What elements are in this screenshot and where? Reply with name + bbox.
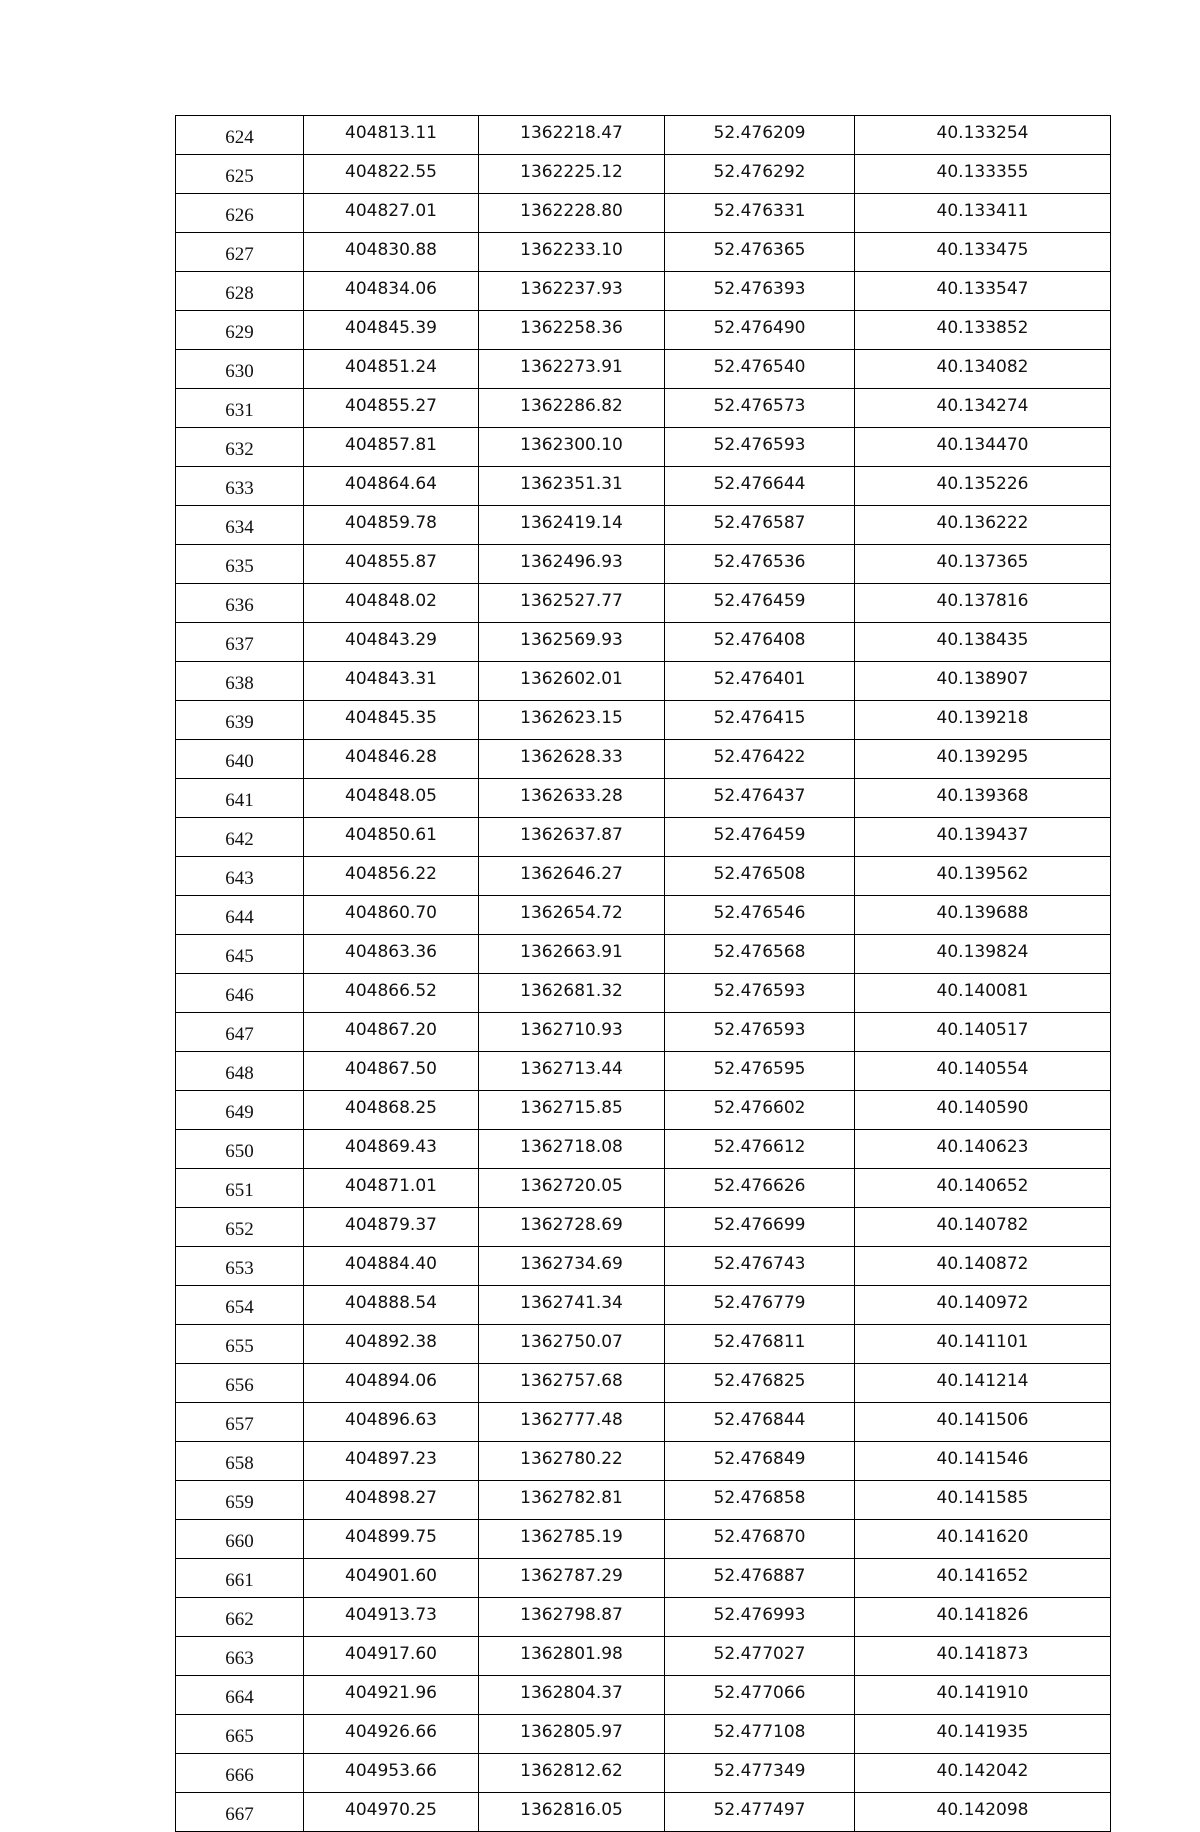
y-coordinate-cell: 1362728.69 xyxy=(479,1208,665,1247)
y-coordinate-cell: 1362757.68 xyxy=(479,1364,665,1403)
longitude-cell: 40.140782 xyxy=(855,1208,1111,1247)
point-number-cell: 636 xyxy=(176,584,304,623)
longitude-cell: 40.140652 xyxy=(855,1169,1111,1208)
table-row xyxy=(176,1325,1111,1364)
point-number-cell: 626 xyxy=(176,194,304,233)
latitude-cell: 52.476401 xyxy=(665,662,855,701)
longitude-cell: 40.140972 xyxy=(855,1286,1111,1325)
table-row xyxy=(176,1013,1111,1052)
table-row xyxy=(176,1559,1111,1598)
y-coordinate-cell: 1362646.27 xyxy=(479,857,665,896)
table-row xyxy=(176,623,1111,662)
point-number-cell: 631 xyxy=(176,389,304,428)
x-coordinate-cell: 404859.78 xyxy=(304,506,479,545)
x-coordinate-cell: 404856.22 xyxy=(304,857,479,896)
y-coordinate-cell: 1362225.12 xyxy=(479,155,665,194)
y-coordinate-cell: 1362785.19 xyxy=(479,1520,665,1559)
latitude-cell: 52.476593 xyxy=(665,1013,855,1052)
y-coordinate-cell: 1362713.44 xyxy=(479,1052,665,1091)
point-number-cell: 632 xyxy=(176,428,304,467)
y-coordinate-cell: 1362787.29 xyxy=(479,1559,665,1598)
table-row xyxy=(176,584,1111,623)
latitude-cell: 52.476459 xyxy=(665,584,855,623)
x-coordinate-cell: 404857.81 xyxy=(304,428,479,467)
longitude-cell: 40.142042 xyxy=(855,1754,1111,1793)
longitude-cell: 40.141935 xyxy=(855,1715,1111,1754)
x-coordinate-cell: 404867.50 xyxy=(304,1052,479,1091)
latitude-cell: 52.476644 xyxy=(665,467,855,506)
table-row xyxy=(176,1754,1111,1793)
longitude-cell: 40.140081 xyxy=(855,974,1111,1013)
longitude-cell: 40.141826 xyxy=(855,1598,1111,1637)
longitude-cell: 40.140554 xyxy=(855,1052,1111,1091)
x-coordinate-cell: 404827.01 xyxy=(304,194,479,233)
y-coordinate-cell: 1362710.93 xyxy=(479,1013,665,1052)
table-row xyxy=(176,1091,1111,1130)
latitude-cell: 52.476858 xyxy=(665,1481,855,1520)
x-coordinate-cell: 404913.73 xyxy=(304,1598,479,1637)
y-coordinate-cell: 1362419.14 xyxy=(479,506,665,545)
point-number-cell: 641 xyxy=(176,779,304,818)
y-coordinate-cell: 1362715.85 xyxy=(479,1091,665,1130)
y-coordinate-cell: 1362628.33 xyxy=(479,740,665,779)
table-row xyxy=(176,389,1111,428)
table-row xyxy=(176,1637,1111,1676)
y-coordinate-cell: 1362780.22 xyxy=(479,1442,665,1481)
x-coordinate-cell: 404855.87 xyxy=(304,545,479,584)
longitude-cell: 40.140590 xyxy=(855,1091,1111,1130)
longitude-cell: 40.140517 xyxy=(855,1013,1111,1052)
table-row xyxy=(176,662,1111,701)
latitude-cell: 52.476602 xyxy=(665,1091,855,1130)
y-coordinate-cell: 1362351.31 xyxy=(479,467,665,506)
x-coordinate-cell: 404866.52 xyxy=(304,974,479,1013)
longitude-cell: 40.137816 xyxy=(855,584,1111,623)
point-number-cell: 645 xyxy=(176,935,304,974)
table-row xyxy=(176,1481,1111,1520)
latitude-cell: 52.476422 xyxy=(665,740,855,779)
point-number-cell: 637 xyxy=(176,623,304,662)
x-coordinate-cell: 404868.25 xyxy=(304,1091,479,1130)
latitude-cell: 52.476699 xyxy=(665,1208,855,1247)
table-row xyxy=(176,194,1111,233)
y-coordinate-cell: 1362602.01 xyxy=(479,662,665,701)
longitude-cell: 40.142098 xyxy=(855,1793,1111,1832)
x-coordinate-cell: 404855.27 xyxy=(304,389,479,428)
longitude-cell: 40.141873 xyxy=(855,1637,1111,1676)
table-row xyxy=(176,1598,1111,1637)
x-coordinate-cell: 404830.88 xyxy=(304,233,479,272)
longitude-cell: 40.134470 xyxy=(855,428,1111,467)
point-number-cell: 653 xyxy=(176,1247,304,1286)
table-row xyxy=(176,740,1111,779)
latitude-cell: 52.476292 xyxy=(665,155,855,194)
longitude-cell: 40.139368 xyxy=(855,779,1111,818)
longitude-cell: 40.134274 xyxy=(855,389,1111,428)
x-coordinate-cell: 404970.25 xyxy=(304,1793,479,1832)
coordinate-table-body xyxy=(176,116,1111,1832)
point-number-cell: 664 xyxy=(176,1676,304,1715)
point-number-cell: 630 xyxy=(176,350,304,389)
point-number-cell: 628 xyxy=(176,272,304,311)
y-coordinate-cell: 1362496.93 xyxy=(479,545,665,584)
latitude-cell: 52.476459 xyxy=(665,818,855,857)
latitude-cell: 52.476587 xyxy=(665,506,855,545)
y-coordinate-cell: 1362654.72 xyxy=(479,896,665,935)
point-number-cell: 633 xyxy=(176,467,304,506)
x-coordinate-cell: 404834.06 xyxy=(304,272,479,311)
y-coordinate-cell: 1362750.07 xyxy=(479,1325,665,1364)
longitude-cell: 40.133254 xyxy=(855,116,1111,155)
table-row xyxy=(176,233,1111,272)
longitude-cell: 40.135226 xyxy=(855,467,1111,506)
latitude-cell: 52.476365 xyxy=(665,233,855,272)
y-coordinate-cell: 1362663.91 xyxy=(479,935,665,974)
y-coordinate-cell: 1362218.47 xyxy=(479,116,665,155)
longitude-cell: 40.141910 xyxy=(855,1676,1111,1715)
longitude-cell: 40.141620 xyxy=(855,1520,1111,1559)
latitude-cell: 52.476490 xyxy=(665,311,855,350)
longitude-cell: 40.133475 xyxy=(855,233,1111,272)
point-number-cell: 647 xyxy=(176,1013,304,1052)
y-coordinate-cell: 1362237.93 xyxy=(479,272,665,311)
latitude-cell: 52.476993 xyxy=(665,1598,855,1637)
longitude-cell: 40.141506 xyxy=(855,1403,1111,1442)
table-row xyxy=(176,467,1111,506)
point-number-cell: 667 xyxy=(176,1793,304,1832)
table-row xyxy=(176,1052,1111,1091)
longitude-cell: 40.139562 xyxy=(855,857,1111,896)
longitude-cell: 40.140872 xyxy=(855,1247,1111,1286)
point-number-cell: 654 xyxy=(176,1286,304,1325)
x-coordinate-cell: 404845.39 xyxy=(304,311,479,350)
latitude-cell: 52.476870 xyxy=(665,1520,855,1559)
latitude-cell: 52.476849 xyxy=(665,1442,855,1481)
x-coordinate-cell: 404888.54 xyxy=(304,1286,479,1325)
table-row xyxy=(176,1715,1111,1754)
x-coordinate-cell: 404926.66 xyxy=(304,1715,479,1754)
y-coordinate-cell: 1362718.08 xyxy=(479,1130,665,1169)
latitude-cell: 52.476779 xyxy=(665,1286,855,1325)
x-coordinate-cell: 404869.43 xyxy=(304,1130,479,1169)
longitude-cell: 40.134082 xyxy=(855,350,1111,389)
latitude-cell: 52.476844 xyxy=(665,1403,855,1442)
y-coordinate-cell: 1362816.05 xyxy=(479,1793,665,1832)
longitude-cell: 40.141546 xyxy=(855,1442,1111,1481)
longitude-cell: 40.133852 xyxy=(855,311,1111,350)
table-row xyxy=(176,701,1111,740)
latitude-cell: 52.476626 xyxy=(665,1169,855,1208)
x-coordinate-cell: 404897.23 xyxy=(304,1442,479,1481)
table-row xyxy=(176,350,1111,389)
point-number-cell: 666 xyxy=(176,1754,304,1793)
table-row xyxy=(176,1169,1111,1208)
longitude-cell: 40.141585 xyxy=(855,1481,1111,1520)
x-coordinate-cell: 404884.40 xyxy=(304,1247,479,1286)
y-coordinate-cell: 1362798.87 xyxy=(479,1598,665,1637)
latitude-cell: 52.476540 xyxy=(665,350,855,389)
y-coordinate-cell: 1362623.15 xyxy=(479,701,665,740)
longitude-cell: 40.140623 xyxy=(855,1130,1111,1169)
point-number-cell: 643 xyxy=(176,857,304,896)
x-coordinate-cell: 404896.63 xyxy=(304,1403,479,1442)
table-row xyxy=(176,1442,1111,1481)
table-row xyxy=(176,116,1111,155)
x-coordinate-cell: 404845.35 xyxy=(304,701,479,740)
point-number-cell: 629 xyxy=(176,311,304,350)
x-coordinate-cell: 404892.38 xyxy=(304,1325,479,1364)
table-row xyxy=(176,545,1111,584)
y-coordinate-cell: 1362777.48 xyxy=(479,1403,665,1442)
y-coordinate-cell: 1362681.32 xyxy=(479,974,665,1013)
y-coordinate-cell: 1362805.97 xyxy=(479,1715,665,1754)
point-number-cell: 659 xyxy=(176,1481,304,1520)
x-coordinate-cell: 404953.66 xyxy=(304,1754,479,1793)
table-row xyxy=(176,818,1111,857)
x-coordinate-cell: 404848.02 xyxy=(304,584,479,623)
y-coordinate-cell: 1362801.98 xyxy=(479,1637,665,1676)
longitude-cell: 40.141214 xyxy=(855,1364,1111,1403)
longitude-cell: 40.139218 xyxy=(855,701,1111,740)
point-number-cell: 657 xyxy=(176,1403,304,1442)
x-coordinate-cell: 404846.28 xyxy=(304,740,479,779)
latitude-cell: 52.476825 xyxy=(665,1364,855,1403)
point-number-cell: 642 xyxy=(176,818,304,857)
latitude-cell: 52.476811 xyxy=(665,1325,855,1364)
table-row xyxy=(176,896,1111,935)
latitude-cell: 52.476612 xyxy=(665,1130,855,1169)
y-coordinate-cell: 1362527.77 xyxy=(479,584,665,623)
longitude-cell: 40.133411 xyxy=(855,194,1111,233)
longitude-cell: 40.139437 xyxy=(855,818,1111,857)
y-coordinate-cell: 1362782.81 xyxy=(479,1481,665,1520)
y-coordinate-cell: 1362804.37 xyxy=(479,1676,665,1715)
point-number-cell: 644 xyxy=(176,896,304,935)
coordinate-table xyxy=(175,115,1111,1832)
x-coordinate-cell: 404921.96 xyxy=(304,1676,479,1715)
point-number-cell: 649 xyxy=(176,1091,304,1130)
x-coordinate-cell: 404851.24 xyxy=(304,350,479,389)
table-row xyxy=(176,974,1111,1013)
table-row xyxy=(176,1793,1111,1832)
latitude-cell: 52.476408 xyxy=(665,623,855,662)
table-row xyxy=(176,935,1111,974)
y-coordinate-cell: 1362300.10 xyxy=(479,428,665,467)
latitude-cell: 52.476437 xyxy=(665,779,855,818)
x-coordinate-cell: 404860.70 xyxy=(304,896,479,935)
latitude-cell: 52.476209 xyxy=(665,116,855,155)
table-row xyxy=(176,311,1111,350)
point-number-cell: 634 xyxy=(176,506,304,545)
y-coordinate-cell: 1362734.69 xyxy=(479,1247,665,1286)
point-number-cell: 665 xyxy=(176,1715,304,1754)
latitude-cell: 52.476415 xyxy=(665,701,855,740)
longitude-cell: 40.133547 xyxy=(855,272,1111,311)
latitude-cell: 52.476546 xyxy=(665,896,855,935)
latitude-cell: 52.476536 xyxy=(665,545,855,584)
table-row xyxy=(176,1247,1111,1286)
point-number-cell: 658 xyxy=(176,1442,304,1481)
y-coordinate-cell: 1362273.91 xyxy=(479,350,665,389)
latitude-cell: 52.476593 xyxy=(665,428,855,467)
longitude-cell: 40.139824 xyxy=(855,935,1111,974)
point-number-cell: 655 xyxy=(176,1325,304,1364)
y-coordinate-cell: 1362637.87 xyxy=(479,818,665,857)
point-number-cell: 663 xyxy=(176,1637,304,1676)
point-number-cell: 648 xyxy=(176,1052,304,1091)
y-coordinate-cell: 1362569.93 xyxy=(479,623,665,662)
latitude-cell: 52.477027 xyxy=(665,1637,855,1676)
longitude-cell: 40.141101 xyxy=(855,1325,1111,1364)
x-coordinate-cell: 404864.64 xyxy=(304,467,479,506)
latitude-cell: 52.476393 xyxy=(665,272,855,311)
latitude-cell: 52.476568 xyxy=(665,935,855,974)
longitude-cell: 40.139688 xyxy=(855,896,1111,935)
point-number-cell: 646 xyxy=(176,974,304,1013)
x-coordinate-cell: 404894.06 xyxy=(304,1364,479,1403)
x-coordinate-cell: 404843.31 xyxy=(304,662,479,701)
latitude-cell: 52.477108 xyxy=(665,1715,855,1754)
latitude-cell: 52.476743 xyxy=(665,1247,855,1286)
y-coordinate-cell: 1362812.62 xyxy=(479,1754,665,1793)
latitude-cell: 52.477349 xyxy=(665,1754,855,1793)
table-row xyxy=(176,272,1111,311)
x-coordinate-cell: 404822.55 xyxy=(304,155,479,194)
point-number-cell: 638 xyxy=(176,662,304,701)
x-coordinate-cell: 404850.61 xyxy=(304,818,479,857)
table-row xyxy=(176,155,1111,194)
latitude-cell: 52.476508 xyxy=(665,857,855,896)
x-coordinate-cell: 404899.75 xyxy=(304,1520,479,1559)
longitude-cell: 40.137365 xyxy=(855,545,1111,584)
table-row xyxy=(176,506,1111,545)
point-number-cell: 650 xyxy=(176,1130,304,1169)
y-coordinate-cell: 1362258.36 xyxy=(479,311,665,350)
latitude-cell: 52.476595 xyxy=(665,1052,855,1091)
longitude-cell: 40.138435 xyxy=(855,623,1111,662)
table-row xyxy=(176,779,1111,818)
table-row xyxy=(176,1286,1111,1325)
table-row xyxy=(176,1364,1111,1403)
x-coordinate-cell: 404871.01 xyxy=(304,1169,479,1208)
x-coordinate-cell: 404863.36 xyxy=(304,935,479,974)
latitude-cell: 52.476887 xyxy=(665,1559,855,1598)
table-row xyxy=(176,1520,1111,1559)
x-coordinate-cell: 404867.20 xyxy=(304,1013,479,1052)
table-row xyxy=(176,1130,1111,1169)
point-number-cell: 651 xyxy=(176,1169,304,1208)
y-coordinate-cell: 1362720.05 xyxy=(479,1169,665,1208)
latitude-cell: 52.476331 xyxy=(665,194,855,233)
longitude-cell: 40.139295 xyxy=(855,740,1111,779)
y-coordinate-cell: 1362286.82 xyxy=(479,389,665,428)
longitude-cell: 40.141652 xyxy=(855,1559,1111,1598)
longitude-cell: 40.136222 xyxy=(855,506,1111,545)
point-number-cell: 627 xyxy=(176,233,304,272)
point-number-cell: 635 xyxy=(176,545,304,584)
x-coordinate-cell: 404843.29 xyxy=(304,623,479,662)
x-coordinate-cell: 404917.60 xyxy=(304,1637,479,1676)
point-number-cell: 652 xyxy=(176,1208,304,1247)
latitude-cell: 52.477066 xyxy=(665,1676,855,1715)
point-number-cell: 640 xyxy=(176,740,304,779)
table-row xyxy=(176,1403,1111,1442)
x-coordinate-cell: 404813.11 xyxy=(304,116,479,155)
x-coordinate-cell: 404901.60 xyxy=(304,1559,479,1598)
x-coordinate-cell: 404898.27 xyxy=(304,1481,479,1520)
longitude-cell: 40.138907 xyxy=(855,662,1111,701)
table-row xyxy=(176,857,1111,896)
y-coordinate-cell: 1362233.10 xyxy=(479,233,665,272)
latitude-cell: 52.477497 xyxy=(665,1793,855,1832)
latitude-cell: 52.476573 xyxy=(665,389,855,428)
point-number-cell: 662 xyxy=(176,1598,304,1637)
point-number-cell: 656 xyxy=(176,1364,304,1403)
latitude-cell: 52.476593 xyxy=(665,974,855,1013)
longitude-cell: 40.133355 xyxy=(855,155,1111,194)
x-coordinate-cell: 404848.05 xyxy=(304,779,479,818)
point-number-cell: 625 xyxy=(176,155,304,194)
y-coordinate-cell: 1362633.28 xyxy=(479,779,665,818)
point-number-cell: 624 xyxy=(176,116,304,155)
point-number-cell: 639 xyxy=(176,701,304,740)
y-coordinate-cell: 1362228.80 xyxy=(479,194,665,233)
table-row xyxy=(176,428,1111,467)
point-number-cell: 661 xyxy=(176,1559,304,1598)
point-number-cell: 660 xyxy=(176,1520,304,1559)
table-row xyxy=(176,1676,1111,1715)
table-row xyxy=(176,1208,1111,1247)
y-coordinate-cell: 1362741.34 xyxy=(479,1286,665,1325)
x-coordinate-cell: 404879.37 xyxy=(304,1208,479,1247)
